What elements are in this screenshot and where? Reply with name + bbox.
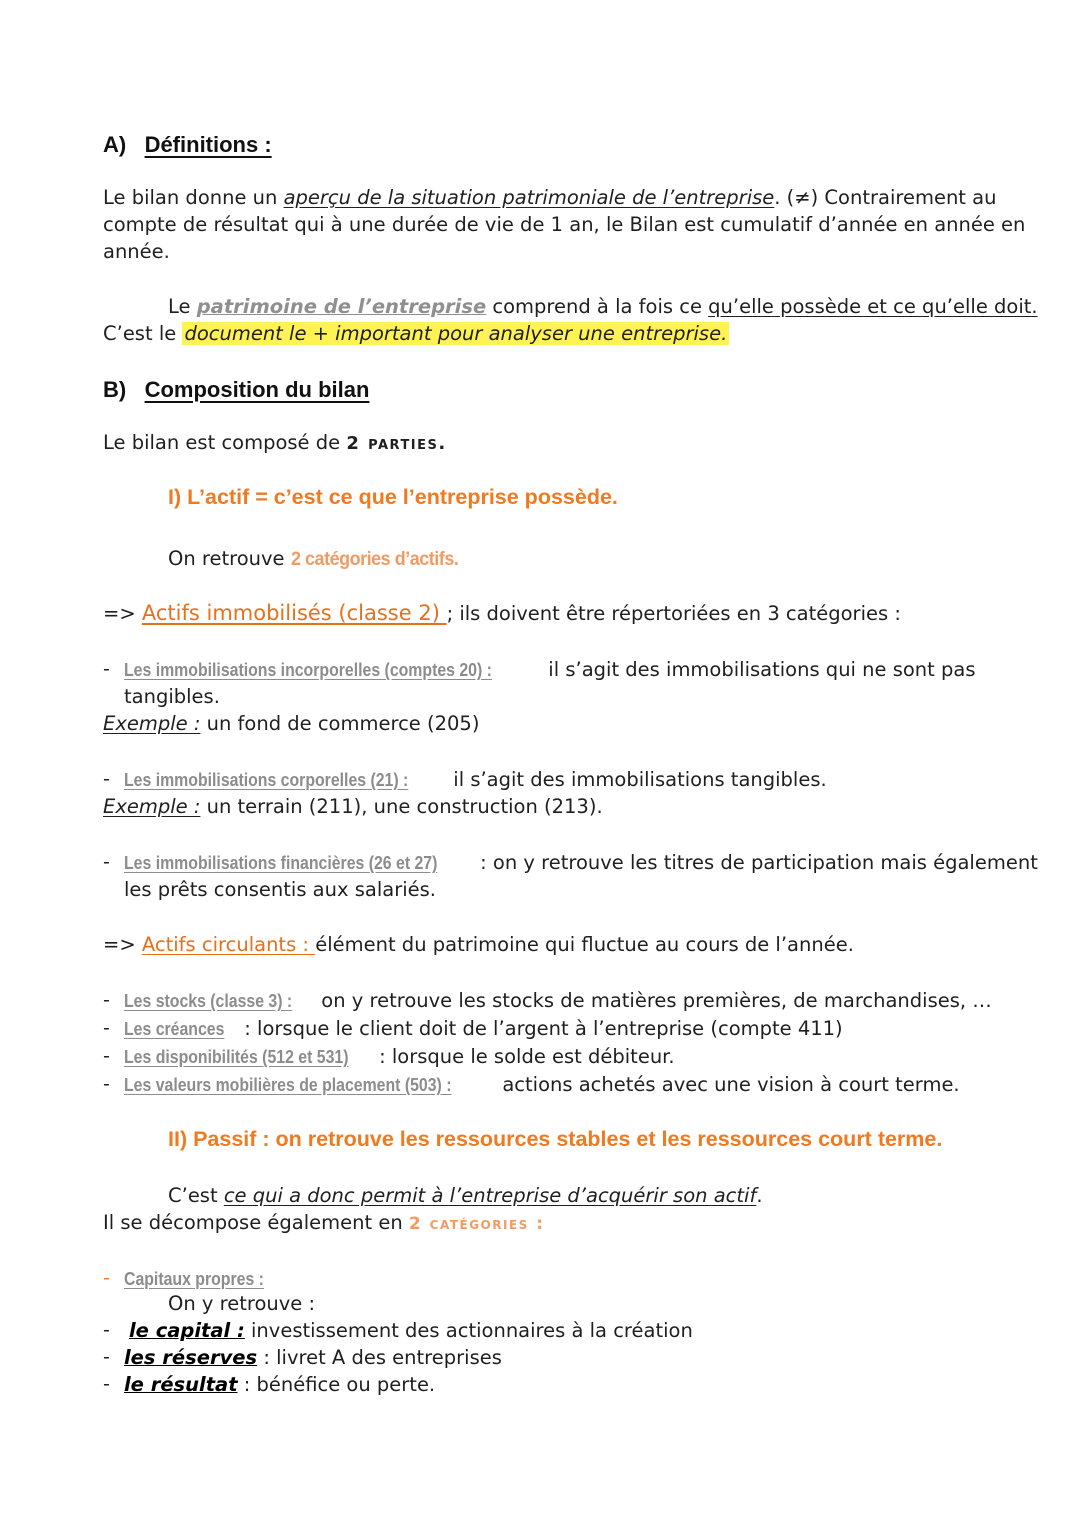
example-label: Exemple : xyxy=(103,795,201,818)
example-2: Exemple : un terrain (211), une construction (213). xyxy=(103,795,603,818)
immo-financieres: Les immobilisations financières (26 et 27): on y retrouve les titres de participation mais également xyxy=(124,849,1038,877)
apercu-phrase: aperçu de la situation patrimoniale de l’entreprise xyxy=(283,186,775,209)
vmp-item: Les valeurs mobilières de placement (503) : actions achetés avec une vision à court terme. xyxy=(124,1071,960,1099)
immo-financieres-cont: les prêts consentis aux salariés. xyxy=(124,878,436,901)
bullet-dash: - xyxy=(103,989,110,1011)
vmp-label: Les valeurs mobilières de placement (503) : xyxy=(124,1075,452,1095)
creances-label: Les créances xyxy=(124,1019,225,1039)
example-1: Exemple : un fond de commerce (205) xyxy=(103,712,480,735)
capitaux-propres-label: Capitaux propres : xyxy=(124,1269,264,1289)
patrimoine-term: patrimoine de l’entreprise xyxy=(196,295,487,318)
immo-incorporelles-cont: tangibles. xyxy=(124,685,220,708)
bullet-dash: - xyxy=(103,1346,110,1368)
passif-line-2: Il se décompose également en 2 catégories : xyxy=(103,1211,545,1234)
resultat-label: le résultat xyxy=(124,1373,238,1396)
bullet-dash: - xyxy=(103,1073,110,1095)
actifs-immobilises-title: Actifs immobilisés (classe 2) xyxy=(141,601,447,625)
section-a-letter: A) xyxy=(103,132,127,157)
bullet-dash: - xyxy=(103,1267,110,1289)
section-a-title: Définitions : xyxy=(144,132,272,157)
passif-heading: II) Passif : on retrouve les ressources stables et les ressources court terme. xyxy=(168,1127,943,1151)
capitaux-propres-item xyxy=(124,1265,283,1293)
paragraph-3: Le bilan est composé de 2 parties. xyxy=(103,431,447,454)
actif-heading: I) L’actif = c’est ce que l’entreprise possède. xyxy=(168,485,618,509)
section-b-heading xyxy=(103,376,369,403)
reserves-item: les réserves : livret A des entreprises xyxy=(124,1346,502,1369)
stocks-label: Les stocks (classe 3) : xyxy=(124,991,293,1011)
paragraph-1-line-2: compte de résultat qui à une durée de vie de 1 an, le Bilan est cumulatif d’année en année en xyxy=(103,213,1026,236)
immo-corporelles-label: Les immobilisations corporelles (21) : xyxy=(124,770,409,790)
actifs-circulants-title: Actifs circulants : xyxy=(141,933,316,956)
immobilises-line: => Actifs immobilisés (classe 2) ; ils doivent être répertoriées en 3 catégories : xyxy=(103,601,901,625)
immo-incorporelles: Les immobilisations incorporelles (comptes 20) : il s’agit des immobilisations qui ne sont pas xyxy=(124,656,976,684)
two-parts: 2 parties. xyxy=(346,433,447,454)
capital-item: le capital : investissement des actionnaires à la création xyxy=(129,1319,693,1342)
resultat-item: le résultat : bénéfice ou perte. xyxy=(124,1373,436,1396)
paragraph-2-line-2: C’est le document le + important pour analyser une entreprise. xyxy=(103,322,728,345)
section-b-letter: B) xyxy=(103,377,127,402)
creances-item: Les créances : lorsque le client doit de l’argent à l’entreprise (compte 411) xyxy=(124,1015,843,1043)
capitaux-intro: On y retrouve : xyxy=(168,1292,316,1315)
section-b-title: Composition du bilan xyxy=(144,377,370,402)
bullet-dash: - xyxy=(103,851,110,873)
paragraph-1-line-1: Le bilan donne un aperçu de la situation patrimoniale de l’entreprise. (≠) Contrairement au xyxy=(103,186,997,209)
bullet-dash: - xyxy=(103,658,110,680)
section-a-heading xyxy=(103,131,272,158)
bullet-dash: - xyxy=(103,1373,110,1395)
possede-doit-phrase: qu’elle possède et ce qu’elle doit. xyxy=(708,295,1038,318)
highlighted-phrase: document le + important pour analyser une entreprise. xyxy=(184,322,728,345)
two-categories-passif: 2 catégories : xyxy=(408,1214,545,1234)
bullet-dash: - xyxy=(103,1017,110,1039)
paragraph-1-line-3: année. xyxy=(103,240,170,263)
passif-definition: ce qui a donc permit à l’entreprise d’acquérir son actif xyxy=(223,1184,757,1207)
bullet-dash: - xyxy=(103,1045,110,1067)
example-label: Exemple : xyxy=(103,712,201,735)
immo-financieres-label: Les immobilisations financières (26 et 27) xyxy=(124,853,438,873)
reserves-label: les réserves xyxy=(124,1346,258,1369)
capital-label: le capital : xyxy=(129,1319,245,1342)
disponibilites-label: Les disponibilités (512 et 531) xyxy=(124,1047,349,1067)
immo-incorporelles-label: Les immobilisations incorporelles (comptes 20) : xyxy=(124,660,492,680)
stocks-item: Les stocks (classe 3) : on y retrouve les stocks de matières premières, de marchandises, … xyxy=(124,987,992,1015)
immo-corporelles: Les immobilisations corporelles (21) : il s’agit des immobilisations tangibles. xyxy=(124,766,827,794)
actif-intro: On retrouve 2 catégories d’actifs. xyxy=(168,545,473,573)
disponibilites-item: Les disponibilités (512 et 531): lorsque le solde est débiteur. xyxy=(124,1043,675,1071)
two-categories-actifs: 2 catégories d’actifs. xyxy=(290,548,459,570)
bullet-dash: - xyxy=(103,1319,110,1341)
paragraph-2-line-1: Le patrimoine de l’entreprise comprend à la fois ce qu’elle possède et ce qu’elle doit. xyxy=(168,295,1038,318)
bullet-dash: - xyxy=(103,768,110,790)
circulants-line: => Actifs circulants : élément du patrimoine qui fluctue au cours de l’année. xyxy=(103,933,854,956)
passif-line-1: C’est ce qui a donc permit à l’entreprise d’acquérir son actif. xyxy=(168,1184,763,1207)
